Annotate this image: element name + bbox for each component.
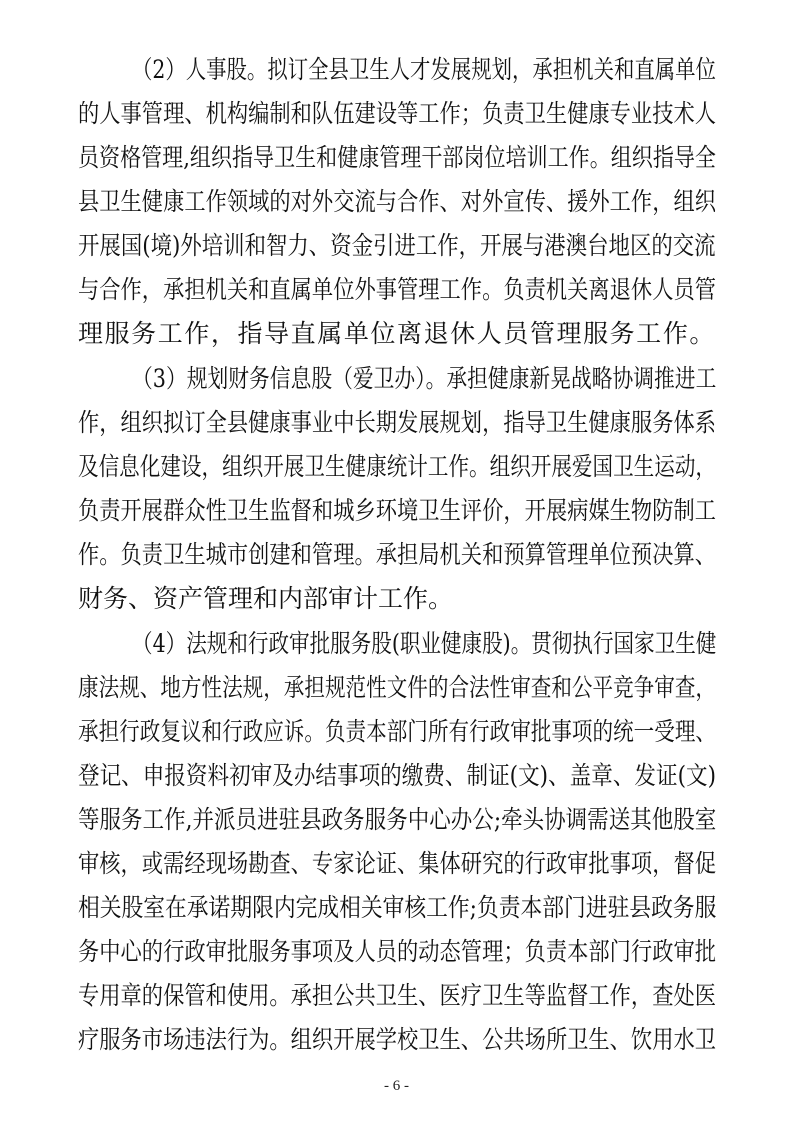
text-line: 疗服务市场违法行为。组织开展学校卫生、公共场所卫生、饮用水卫: [78, 1025, 717, 1054]
text-line: 康法规、地方性法规，承担规范性文件的合法性审查和公平竞争审查，: [78, 673, 717, 702]
text-line: 的人事管理、机构编制和队伍建设等工作；负责卫生健康专业技术人: [78, 99, 717, 128]
text-line: 与合作，承担机关和直属单位外事管理工作。负责机关离退休人员管: [78, 275, 717, 304]
text-line: 县卫生健康工作领域的对外交流与合作、对外宣传、援外工作，组织: [78, 187, 717, 216]
text-line: （2）人事股。拟订全县卫生人才发展规划，承担机关和直属单位: [132, 55, 716, 84]
text-line: 登记、申报资料初审及办结事项的缴费、制证(文)、盖章、发证(文): [78, 761, 717, 790]
text-line: 员资格管理,组织指导卫生和健康管理干部岗位培训工作。组织指导全: [78, 143, 716, 172]
text-line: 专用章的保管和使用。承担公共卫生、医疗卫生等监督工作，查处医: [78, 981, 717, 1010]
text-line: 作，组织拟订全县健康事业中长期发展规划，指导卫生健康服务体系: [78, 408, 717, 437]
text-line: 负责开展群众性卫生监督和城乡环境卫生评价，开展病媒生物防制工: [78, 496, 717, 525]
text-line: 理服务工作，指导直属单位离退休人员管理服务工作。: [78, 319, 717, 348]
text-line: （3）规划财务信息股（爱卫办）。承担健康新晃战略协调推进工: [132, 364, 717, 393]
text-line: 务中心的行政审批服务事项及人员的动态管理；负责本部门行政审批: [78, 937, 717, 966]
text-line: 承担行政复议和行政应诉。负责本部门所有行政审批事项的统一受理、: [78, 717, 717, 746]
text-line: 及信息化建设，组织开展卫生健康统计工作。组织开展爱国卫生运动，: [78, 452, 717, 481]
text-line: （4）法规和行政审批服务股(职业健康股)。贯彻执行国家卫生健: [132, 629, 717, 658]
text-line: 财务、资产管理和内部审计工作。: [78, 584, 454, 613]
text-line: 审核，或需经现场勘查、专家论证、集体研究的行政审批事项，督促: [78, 849, 717, 878]
page-number: - 6 -: [384, 1078, 409, 1094]
text-line: 相关股室在承诺期限内完成相关审核工作;负责本部门进驻县政务服: [78, 893, 717, 922]
text-line: 作。负责卫生城市创建和管理。承担局机关和预算管理单位预决算、: [78, 540, 717, 569]
text-line: 等服务工作,并派员进驻县政务服务中心办公;牵头协调需送其他股室: [78, 805, 717, 834]
text-line: 开展国(境)外培训和智力、资金引进工作，开展与港澳台地区的交流: [78, 231, 716, 260]
